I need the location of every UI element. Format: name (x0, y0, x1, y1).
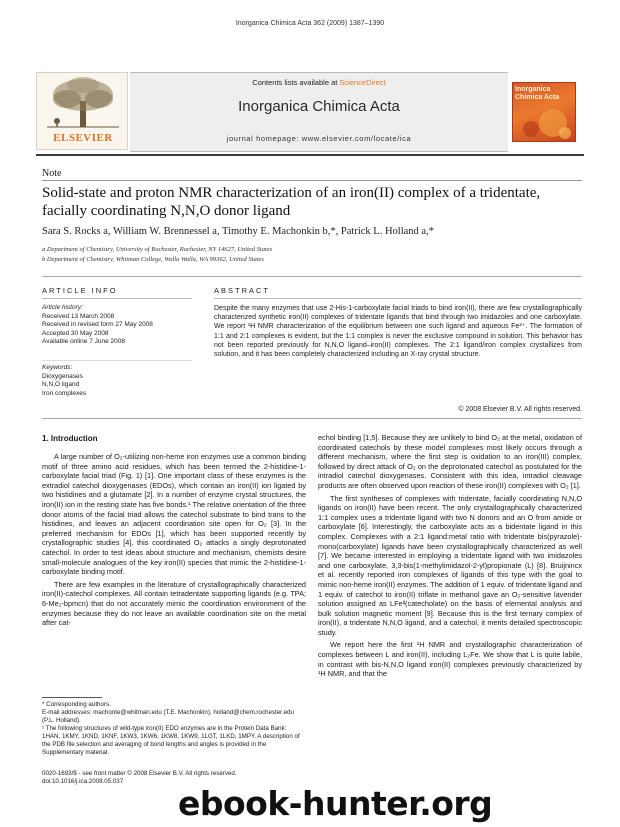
contents-availability (130, 78, 508, 87)
affiliation-b: b Department of Chemistry, Whitman College, Walla Walla, WA 99362, United States (42, 256, 264, 263)
watermark: ebook-hunter.org (178, 784, 493, 823)
keywords-block (42, 364, 192, 398)
history-accepted: Accepted 30 May 2008 (42, 329, 109, 337)
cover-title: Inorganica Chimica Acta (515, 86, 560, 101)
history-label: Article history: (42, 304, 83, 311)
history-revised: Received in revised form 27 May 2008 (42, 321, 153, 329)
keywords-label: Keywords: (42, 364, 73, 371)
keywords-divider (42, 360, 192, 361)
article-title: Solid-state and proton NMR characterization of an iron(II) complex of a tridentate, facially coordinating N,N,O donor ligand (42, 185, 541, 219)
article-info-heading: ARTICLE INFO (42, 286, 118, 295)
footnote-emails[interactable]: E-mail addresses: machonte@whitman.edu (T.E. Machonkin), holland@chem.rochester.edu (P.L. Holland). (42, 709, 294, 724)
article-info-divider (42, 298, 192, 299)
abstract-bottom-divider (42, 418, 582, 419)
section-heading: 1. Introduction (42, 434, 98, 443)
right-column (318, 433, 582, 682)
abstract-heading: ABSTRACT (214, 286, 271, 295)
journal-homepage[interactable]: journal homepage: www.elsevier.com/locate/ica (226, 134, 412, 143)
journal-title: Inorganica Chimica Acta (238, 98, 400, 115)
abstract-divider (214, 298, 582, 299)
issn-line: 0020-1693/$ - see front matter © 2008 Elsevier B.V. All rights reserved. (42, 770, 237, 777)
affiliation-divider (42, 276, 582, 277)
paragraph: echol binding [1,5]. Because they are unlikely to bind O₂ at the metal, oxidation of coordinated catechols by these model complexes most likely occurs through a different mechanism, where the first step is oxidation to an iron(III) complex, followed by direct attack of O₂ on the deprotonated catechol as postulated for the intradiol catechol dioxygenases. Consistent with this idea, intradiol cleavage products are often observed upon reaction of these iron(II) complexes with O₂ [1]. (318, 433, 582, 490)
keyword-item: Iron complexes (42, 389, 87, 397)
elsevier-wordmark: ELSEVIER (53, 132, 113, 144)
paragraph: We report here the first ¹H NMR and crystallographic characterization of complexes between L and iron(II), including L₂Fe. We show that L is quite labile, in contrast with bis-N,N,O ligand iron(II) complexes previously characterized by ¹H NMR, and that the (318, 640, 582, 679)
author-list: Sara S. Rocks a, William W. Brennessel a, Timothy E. Machonkin b,*, Patrick L. Holland a,* (42, 226, 434, 237)
paragraph: There are few examples in the literature of crystallographically characterized iron(II)-catechol complexes. All contain tetradentate supporting ligands (e.g. TPA; 6-Me₂-bpmcn) that do not accurately mimic the coordination environment of the enzymes because they do not leave an available coordination site on the metal after cat- (42, 579, 306, 628)
keyword-item: N,N,O ligand (42, 381, 80, 389)
copyright-notice: © 2008 Elsevier B.V. All rights reserved. (458, 406, 582, 413)
left-column (42, 452, 306, 631)
affiliation-a: a Department of Chemistry, University of Rochester, Rochester, NY 14627, United States (42, 246, 273, 253)
footnote-pdb: ¹ The following structures of wild-type iron(II) EDO enzymes are in the Protein Data Bank: 1HAN, 1KMY, 1KND, 1KNF, 1KW3, 1KW6, 1KW8, 1KW9, 1LGT, 1LKD, 1MPY. A description of the PDB file selection and averaging of bond lengths and angles is provided in the Supplementary material. (42, 725, 300, 756)
journal-reference: Inorganica Chimica Acta 362 (2009) 1387–1390 (235, 20, 385, 27)
footnote-divider (42, 697, 102, 698)
history-received: Received 13 March 2008 (42, 312, 115, 320)
footnotes (42, 701, 306, 757)
doi-line[interactable]: doi:10.1016/j.ica.2008.05.037 (42, 778, 124, 785)
keyword-item: Dioxygenases (42, 372, 83, 380)
type-divider (42, 180, 582, 181)
contents-prefix: Contents lists available at (252, 78, 340, 87)
footnote-corresponding: * Corresponding authors. (42, 701, 111, 708)
history-online: Available online 7 June 2008 (42, 338, 126, 346)
article-type: Note (42, 168, 62, 179)
paragraph: A large number of O₂-utilizing non-heme iron enzymes use a common binding motif of three amino acid residues, which has been termed the 2-histidine-1-carboxylate facial triad (Fig. 1) [1]. One important class of these enzymes is the extradiol catechol dioxygenases (EDOs), which contain an iron(II) ion ligated by two histidines and a glutamate [2]. In a number of enzyme crystal structures, the iron(II) ion in the resting state has five bonds.¹ The relative orientation of the three donor atoms of the facial triad allows the catechol substrate to bind trans to the histidines, and leaves an adjacent coordination site open for O₂ [3]. In the preferred mechanism for EDOs [1], which has been supported recently by crystallographic studies [4], this coordinated O₂ attacks a singly deprotonated catechol. In order to test ideas about structure and mechanism, chemists desire small-molecule analogues of the key iron(II) species that mimic the 2-histidine-1-carboxylate binding motif. (42, 452, 306, 577)
paragraph: The first syntheses of complexes with tridentate, facially coordinating N,N,O ligands on iron(II) have been recent. The only crystallographically characterized 1:1 complex uses a tridentate ligand with two N donors and an O from amide or carboxylate [6]. Interestingly, the carboxylate acts as a bidentate ligand in this complex. Complexes with a 2:1 ligand:metal ratio with tridentate bis(pyrazole)-mono(carboxylate) ligands have been crystallographically characterized as well [7]. We became interested in employing a tridentate ligand with two imidazoles and one carboxylate, 3,3-bis(1-methylimidazol-2-yl)propionate (L) [8]. Bruijnincx et al. recently reported iron complexes of ligands of this type with the goal to mimic non-heme iron(II) enzymes. The addition of 1 equiv. of tridentate ligand and 1 equiv. of catechol to iron(II) triflate in methanol gave an O₂-sensitive lavender solution assigned as LFeᴵᴵ(catecholate) on the basis of elemental analysis and bulk solution magnetic moment [9]. Because this is the first ternary complex of iron(II), a tridentate N,N,O ligand, and a catechol, it merits detailed spectroscopic study. (318, 493, 582, 637)
article-history (42, 304, 192, 347)
header-divider (36, 154, 584, 156)
abstract-text: Despite the many enzymes that use 2-His-1-carboxylate facial triads to bind iron(II), there are few crystallographically characterized synthetic iron(II) complexes of tridentate ligands that bind through two imidazoles and one carboxylate. We report ¹H NMR characterization of the equilibrium between one such ligand and aqueous Fe²⁺. The formation of 1:1 and 2:1 complexes is evident, but the 1:1 complex is never the exclusive compound in solution. This behavior has not been reported previously for N,N,O ligand–iron(II) complexes. The 2:1 ligand/iron complex crystallizes from solution, and it has been completely characterized including an X-ray crystal structure. (214, 305, 582, 359)
sciencedirect-link[interactable]: ScienceDirect (339, 78, 386, 87)
